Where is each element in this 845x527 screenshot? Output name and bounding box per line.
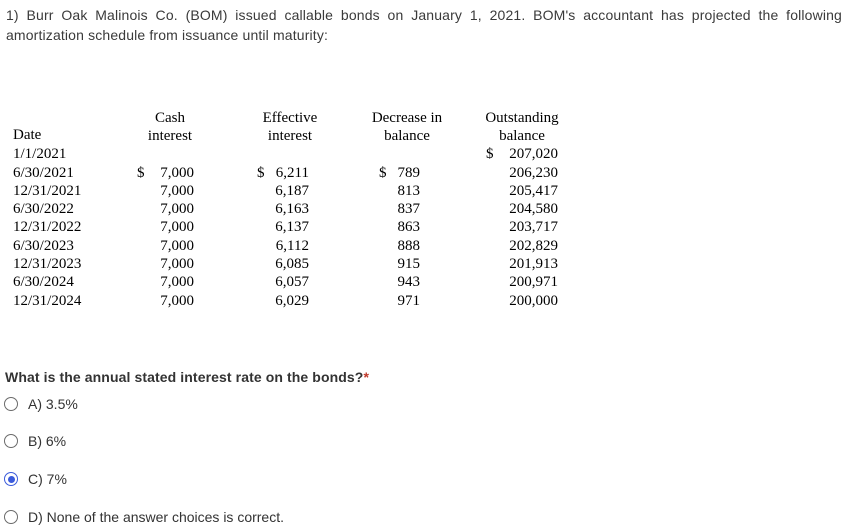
- cash-dollar: $: [137, 164, 145, 181]
- row-effective: 6,057: [275, 274, 309, 291]
- row-cash: 7,000: [160, 219, 194, 236]
- row-decrease: 789: [397, 164, 420, 181]
- header-decrease: Decrease in balance: [371, 110, 443, 144]
- radio-icon[interactable]: [4, 510, 18, 524]
- initial-outstanding-dollar: $: [486, 146, 494, 162]
- row-outstanding: 201,913: [509, 256, 558, 272]
- row-decrease: 971: [397, 292, 420, 309]
- choice-label: A) 3.5%: [28, 396, 78, 412]
- row-date: 12/31/2021: [13, 182, 82, 199]
- question-text: 1) Burr Oak Malinois Co. (BOM) issued callable bonds on January 1, 2021. BOM's accountant has projected the following amortization schedule from issuance until maturity:: [6, 7, 842, 43]
- row-cash: 7,000: [160, 164, 194, 181]
- choice-d[interactable]: [4, 508, 284, 526]
- initial-date: 1/1/2021: [13, 146, 67, 162]
- row-effective: 6,029: [275, 292, 309, 309]
- row-outstanding: 200,971: [509, 274, 558, 291]
- required-marker: *: [363, 369, 370, 385]
- row-date: 12/31/2023: [13, 256, 82, 272]
- row-cash: 7,000: [160, 256, 194, 272]
- row-outstanding: 204,580: [509, 201, 558, 218]
- radio-icon[interactable]: [4, 397, 18, 411]
- row-outstanding: 206,230: [509, 164, 558, 181]
- row-cash: 7,000: [160, 292, 194, 309]
- row-date: 6/30/2023: [13, 237, 74, 254]
- row-cash: 7,000: [160, 274, 194, 291]
- row-date: 6/30/2024: [13, 274, 74, 291]
- header-cash: Cash interest: [147, 110, 193, 144]
- choice-label: D) None of the answer choices is correct.: [28, 509, 284, 525]
- row-cash: 7,000: [160, 201, 194, 218]
- row-date: 12/31/2022: [13, 219, 82, 236]
- row-effective: 6,187: [275, 182, 309, 199]
- choice-c[interactable]: [4, 470, 67, 488]
- header-outstanding: Outstanding balance: [485, 110, 559, 144]
- header-date: Date: [13, 127, 42, 143]
- row-cash: 7,000: [160, 182, 194, 199]
- row-decrease: 915: [397, 256, 420, 272]
- radio-selected-icon[interactable]: [4, 472, 18, 486]
- row-decrease: 943: [397, 274, 420, 291]
- header-effective: Effective interest: [262, 110, 318, 144]
- initial-outstanding: 207,020: [509, 146, 558, 162]
- row-decrease: 888: [397, 237, 420, 254]
- row-date: 6/30/2021: [13, 164, 74, 181]
- row-effective: 6,211: [275, 164, 309, 181]
- decrease-dollar: $: [379, 164, 387, 181]
- row-date: 12/31/2024: [13, 292, 82, 309]
- choice-label: C) 7%: [28, 471, 67, 487]
- choice-label: B) 6%: [28, 433, 67, 449]
- row-effective: 6,085: [275, 256, 309, 272]
- row-outstanding: 203,717: [509, 219, 558, 236]
- row-effective: 6,112: [275, 237, 309, 254]
- row-date: 6/30/2022: [13, 201, 74, 218]
- row-decrease: 813: [397, 182, 420, 199]
- row-outstanding: 202,829: [509, 237, 558, 254]
- prompt: What is the annual stated interest rate on the bonds?*: [5, 369, 370, 385]
- row-decrease: 863: [397, 219, 420, 236]
- row-decrease: 837: [397, 201, 420, 218]
- choice-a[interactable]: [4, 395, 78, 413]
- effective-dollar: $: [257, 164, 265, 181]
- row-effective: 6,163: [275, 201, 309, 218]
- row-cash: 7,000: [160, 237, 194, 254]
- choice-b[interactable]: [4, 432, 66, 450]
- row-effective: 6,137: [275, 219, 309, 236]
- row-outstanding: 200,000: [509, 292, 558, 309]
- row-outstanding: 205,417: [509, 182, 558, 199]
- radio-icon[interactable]: [4, 434, 18, 448]
